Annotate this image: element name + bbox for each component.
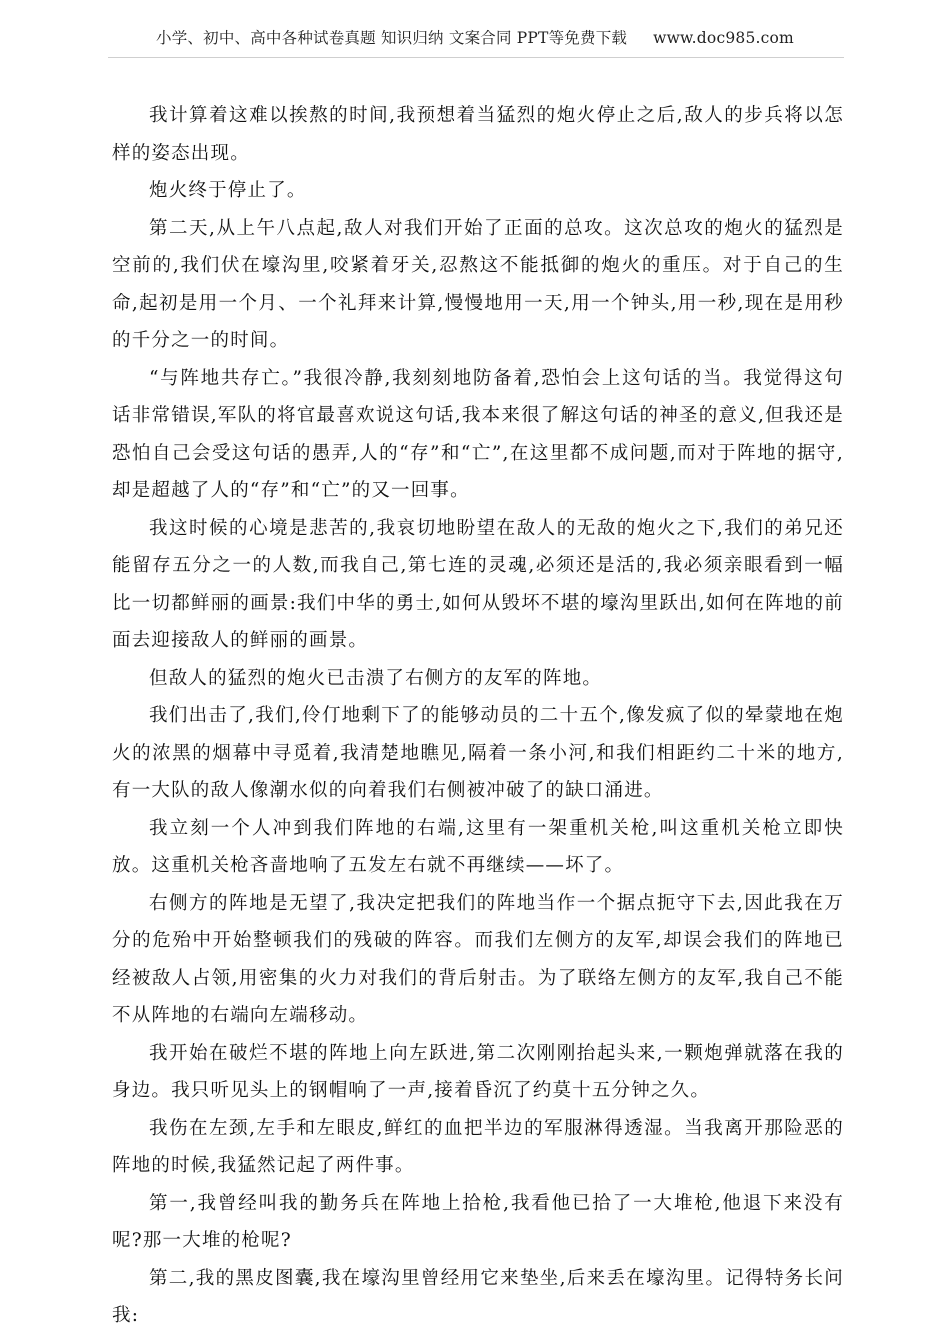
article-body bbox=[112, 97, 844, 1335]
paragraph: 右侧方的阵地是无望了,我决定把我们的阵地当作一个据点扼守下去,因此我在万分的危殆中开始整顿我们的残破的阵容。而我们左侧方的友军,却误会我们的阵地已经被敌人占领,用密集的火力对我们的背后射击。为了联络左侧方的友军,我自己不能不从阵地的右端向左端移动。 bbox=[112, 892, 844, 1026]
paragraph: 但敌人的猛烈的炮火已击溃了右侧方的友军的阵地。 bbox=[149, 667, 603, 689]
paragraph: 我开始在破烂不堪的阵地上向左跃进,第二次刚刚抬起头来,一颗炮弹就落在我的身边。我只听见头上的钢帽响了一声,接着昏沉了约莫十五分钟之久。 bbox=[112, 1042, 844, 1101]
paragraph: “与阵地共存亡。”我很冷静,我刻刻地防备着,恐怕会上这句话的当。我觉得这句话非常错误,军队的将官最喜欢说这句话,我本来很了解这句话的神圣的意义,但我还是恐怕自己会受这句话的愚弄,人的“存”和“亡”,在这里都不成问题,而对于阵地的据守,却是超越了人的“存”和“亡”的又一回事。 bbox=[112, 367, 844, 501]
header-divider bbox=[108, 57, 844, 58]
paragraph: 我立刻一个人冲到我们阵地的右端,这里有一架重机关枪,叫这重机关枪立即快放。这重机关枪吝啬地响了五发左右就不再继续——坏了。 bbox=[112, 817, 844, 876]
header-url[interactable]: www.doc985.com bbox=[653, 29, 794, 47]
paragraph: 第一,我曾经叫我的勤务兵在阵地上拾枪,我看他已拾了一大堆枪,他退下来没有呢?那一大堆的枪呢? bbox=[112, 1192, 844, 1251]
paragraph: 炮火终于停止了。 bbox=[149, 180, 307, 201]
paragraph: 我这时候的心境是悲苦的,我哀切地盼望在敌人的无敌的炮火之下,我们的弟兄还能留存五分之一的人数,而我自己,第七连的灵魂,必须还是活的,我必须亲眼看到一幅比一切都鲜丽的画景:我们中华的勇士,如何从毁坏不堪的壕沟里跃出,如何在阵地的前面去迎接敌人的鲜丽的画景。 bbox=[112, 517, 844, 651]
paragraph: 我计算着这难以挨熬的时间,我预想着当猛烈的炮火停止之后,敌人的步兵将以怎样的姿态出现。 bbox=[112, 105, 844, 164]
paragraph: 第二,我的黑皮图囊,我在壕沟里曾经用它来垫坐,后来丢在壕沟里。记得特务长问我: bbox=[112, 1267, 844, 1326]
header-text: 小学、初中、高中各种试卷真题 知识归纳 文案合同 PPT等免费下载 bbox=[156, 29, 628, 47]
page-header bbox=[0, 26, 950, 48]
paragraph: 第二天,从上午八点起,敌人对我们开始了正面的总攻。这次总攻的炮火的猛烈是空前的,我们伏在壕沟里,咬紧着牙关,忍熬这不能抵御的炮火的重压。对于自己的生命,起初是用一个月、一个礼拜来计算,慢慢地用一天,用一个钟头,用一秒,现在是用秒的千分之一的时间。 bbox=[112, 217, 844, 351]
paragraph: 我们出击了,我们,伶仃地剩下了的能够动员的二十五个,像发疯了似的晕蒙地在炮火的浓黑的烟幕中寻觅着,我清楚地瞧见,隔着一条小河,和我们相距约二十米的地方,有一大队的敌人像潮水似的向着我们右侧被冲破了的缺口涌进。 bbox=[112, 705, 844, 801]
paragraph: 我伤在左颈,左手和左眼皮,鲜红的血把半边的军服淋得透湿。当我离开那险恶的阵地的时候,我猛然记起了两件事。 bbox=[112, 1117, 844, 1176]
